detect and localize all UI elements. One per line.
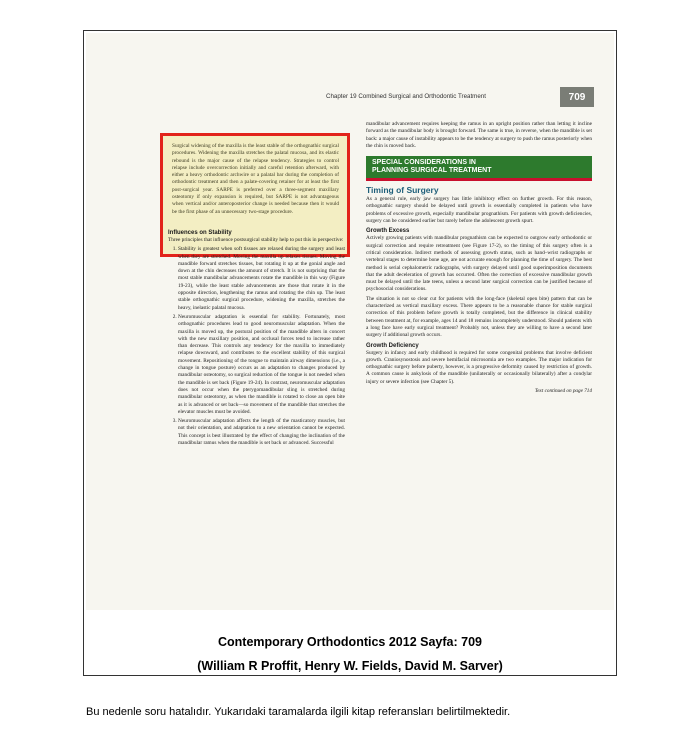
right-column — [366, 121, 592, 397]
reference-caption-title: Contemporary Orthodontics 2012 Sayfa: 709 — [218, 635, 482, 649]
timing-paragraph: As a general rule, early jaw surgery has little inhibitory effect on further growth. For this reason, orthognathic surgery should be delayed until growth is essentially completed in patients who have problems of excessive growth, especially mandibular prognathism. For patients with growth deficiencies, surgery can be considered earlier but rarely before the adolescent growth spurt. — [366, 196, 592, 225]
page-number: 709 — [560, 87, 594, 107]
stability-intro: Three principles that influence postsurgical stability help to put this in perspective: — [168, 237, 344, 243]
running-header — [326, 87, 608, 109]
section-heading-growth-excess: Growth Excess — [366, 228, 410, 235]
stability-principles-list — [168, 246, 345, 447]
section-banner — [366, 156, 592, 181]
paragraph-continued: mandibular advancement requires keeping the ramus in an upright position rather than letting it incline forward as the mandibular body is brought forward. The same is true, in reverse, when the mandible is set back: a major cause of instability appears to be the tendency at surgery to push the ramus posteriorly when the chin is moved back. — [366, 121, 592, 149]
section-heading-growth-deficiency: Growth Deficiency — [366, 342, 419, 349]
reference-caption-authors: (William R Proffit, Henry W. Fields, David M. Sarver) — [197, 659, 503, 673]
list-item: 3. Neuromuscular adaptation affects the length of the masticatory muscles, but not their orientation, and adaptation to a new orientation cannot be expected. This concept is best illustrated by the effect of changing the inclination of the mandibular ramus when the mandible is set back or advanced. Successful — [178, 418, 345, 447]
chapter-header: Chapter 19 Combined Surgical and Orthodontic Treatment — [326, 93, 486, 100]
footer-note: Bu nedenle soru hatalıdır. Yukarıdaki taramalarda ilgili kitap referansları belirtilmektedir. — [86, 706, 511, 718]
list-item: 2. Neuromuscular adaptation is essential for stability. Fortunately, most orthognathic procedures lead to good neuromuscular adaptation. When the maxilla is moved up, the postural position of the mandible alters in concert with the new maxillary position, and occlusal forces tend to increase rather than decrease. This controls any tendency for the maxilla to immediately relapse downward, and contributes to the excellent stability of this surgical movement. Repositioning of the tongue to maintain airway dimensions (i.e., a change in tongue posture) occurs as an adaptation to changes produced by mandibular osteotomy, so surgical reduction of the tongue is not needed when the mandible is set back (Figure 19-24). In contrast, neuromuscular adaptation does not occur when the pterygomandibular sling is stretched during mandibular osteotomy, as when the mandible is rotated to close an open bite as it is advanced or set back—so movement of the mandible that stretches the elevator muscles must be avoided. — [178, 314, 345, 416]
book-page-scan — [86, 33, 614, 610]
banner-line: PLANNING SURGICAL TREATMENT — [372, 167, 492, 175]
banner-line: SPECIAL CONSIDERATIONS IN — [372, 159, 476, 167]
left-column — [168, 229, 345, 449]
growth-excess-paragraph: The situation is not so clear cut for patients with the long-face (skeletal open bite) pattern that can be characterized as vertical maxillary excess. There appears to be a reasonable chance for stable surgical correction of this problem before growth is totally completed, but the difference in clinical stability between treatment at, for example, ages 14 and 18 remains incompletely understood. Should patients with a long face have early surgical treatment? Probably not, unless they are willing to have a second later surgery if additional growth occurs. — [366, 295, 592, 339]
growth-deficiency-paragraph: Surgery in infancy and early childhood is required for some congenital problems that involve deficient growth. Craniosynostosis and severe hemifacial microsomia are two examples. The major indication for orthognathic surgery before puberty, however, is a progressive deformity caused by restriction of growth. A common cause is ankylosis of the mandible (unilaterally or occasionally bilaterally) after a condylar injury or severe infection (see Chapter 5). — [366, 349, 592, 385]
highlighted-passage: Surgical widening of the maxilla is the least stable of the orthognathic surgical procedures. Widening the maxilla stretches the palatal mucosa, and its elastic rebound is the major cause of the relapse tendency. Strategies to control relapse include overcorrection initially and careful retention afterward, with either a heavy orthodontic archwire or a palatal bar during the completion of orthodontic treatment and then a palate-covering retainer for at least the first post-surgical year. SARPE is preferred over a three-segment maxillary osteotomy if only expansion is required, but SARPE is not advantageous when vertical and/or anteroposterior change is needed because then it would be the first phase of an unnecessary two-stage procedure. — [160, 133, 350, 257]
section-heading-timing: Timing of Surgery — [366, 185, 439, 196]
list-item: 1. Stability is greatest when soft tissues are relaxed during the surgery and least when they are stretched. Moving the maxilla up relaxes tissues. Moving the mandible forward stretches tissues, but rotating it up at the gonial angle and down at the chin decreases the amount of stretch. It is not surprising that the most stable mandibular advancements rotate the mandible in this way (Figure 19-23), while the least stable advancements are those that rotate it in the opposite direction, lengthening the ramus and rotating the chin up. The least stable orthognathic surgical procedure, widening the maxilla, stretches the heavy, inelastic palatal mucosa. — [178, 246, 345, 312]
section-heading-stability: Influences on Stability — [168, 230, 232, 236]
growth-excess-paragraph: Actively growing patients with mandibular prognathism can be expected to outgrow early orthodontic or surgical correction and require retreatment (see Figure 17-2), so the timing of this surgery often is a critical consideration. Indirect methods of assessing growth status, such as hand–wrist radiographs or vertebral stages to determine bone age, are not accurate enough for planning the time of surgery. The best method is serial cephalometric radiographs, with surgery delayed until good superimposition documents that the adult deceleration of growth has occurred. Often the correction of excessive mandibular growth must be delayed until the late teens, unless a second later surgical correction can be justified because of psychosocial considerations. — [366, 235, 592, 293]
scanned-figure-frame — [83, 30, 617, 676]
continued-note: Text continued on page 714 — [534, 388, 592, 395]
